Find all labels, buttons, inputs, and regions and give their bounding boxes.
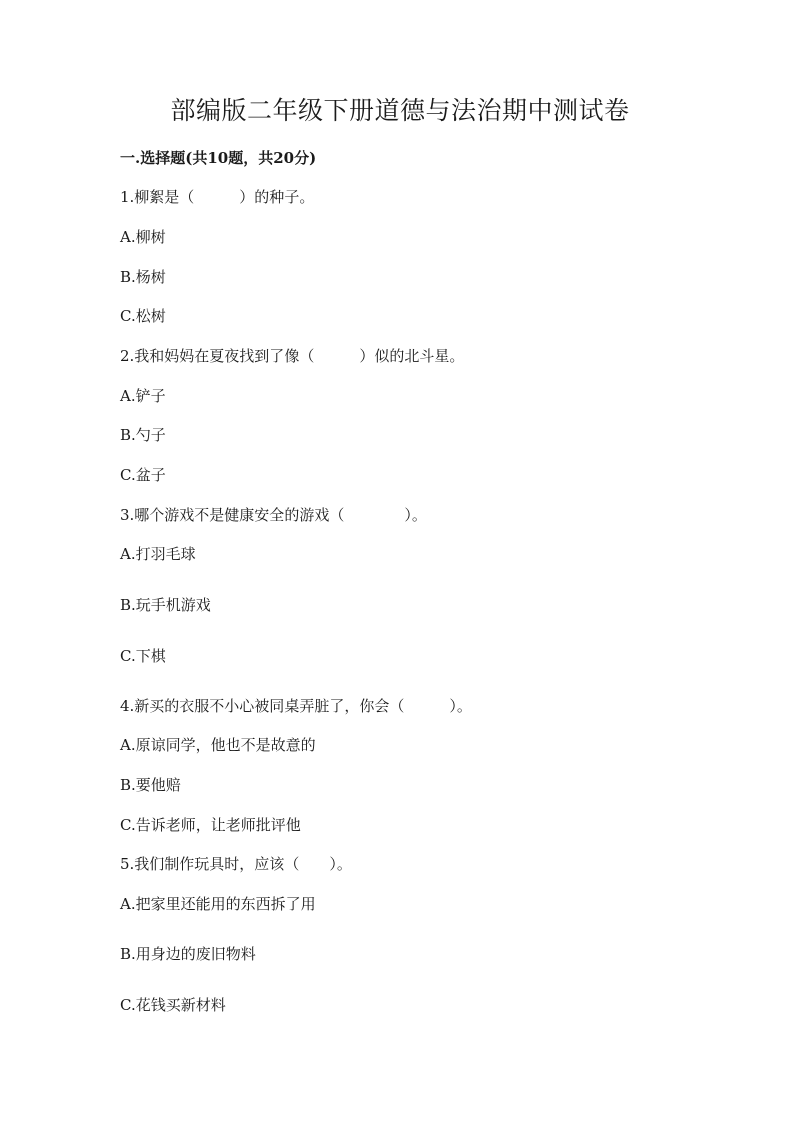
question-1-option-b: B.杨树	[120, 268, 166, 286]
question-4-option-a: A.原谅同学，他也不是故意的	[120, 736, 316, 754]
question-4-option-b: B.要他赔	[120, 776, 181, 794]
question-2-stem: 2.我和妈妈在夏夜找到了像（ ）似的北斗星。	[120, 347, 465, 365]
question-2-option-a: A.铲子	[120, 387, 166, 405]
question-3-option-c: C.下棋	[120, 647, 166, 665]
page-title: 部编版二年级下册道德与法治期中测试卷	[170, 96, 630, 125]
question-2-option-c: C.盆子	[120, 466, 166, 484]
question-4-option-c: C.告诉老师，让老师批评他	[120, 816, 301, 834]
question-2-option-b: B.勺子	[120, 426, 166, 444]
question-1-option-a: A.柳树	[120, 228, 166, 246]
question-5-option-c: C.花钱买新材料	[120, 996, 226, 1014]
question-3-option-b: B.玩手机游戏	[120, 596, 211, 614]
question-3-option-a: A.打羽毛球	[120, 545, 196, 563]
question-5-option-a: A.把家里还能用的东西拆了用	[120, 895, 316, 913]
section-heading: 一.选择题(共10题，共20分)	[120, 149, 317, 167]
question-5-option-b: B.用身边的废旧物料	[120, 945, 256, 963]
question-1-stem: 1.柳絮是（ ）的种子。	[120, 188, 315, 206]
question-1-option-c: C.松树	[120, 307, 166, 325]
question-5-stem: 5.我们制作玩具时，应该（ ）。	[120, 855, 352, 873]
question-3-stem: 3.哪个游戏不是健康安全的游戏（ ）。	[120, 506, 427, 524]
question-4-stem: 4.新买的衣服不小心被同桌弄脏了，你会（ ）。	[120, 697, 472, 715]
